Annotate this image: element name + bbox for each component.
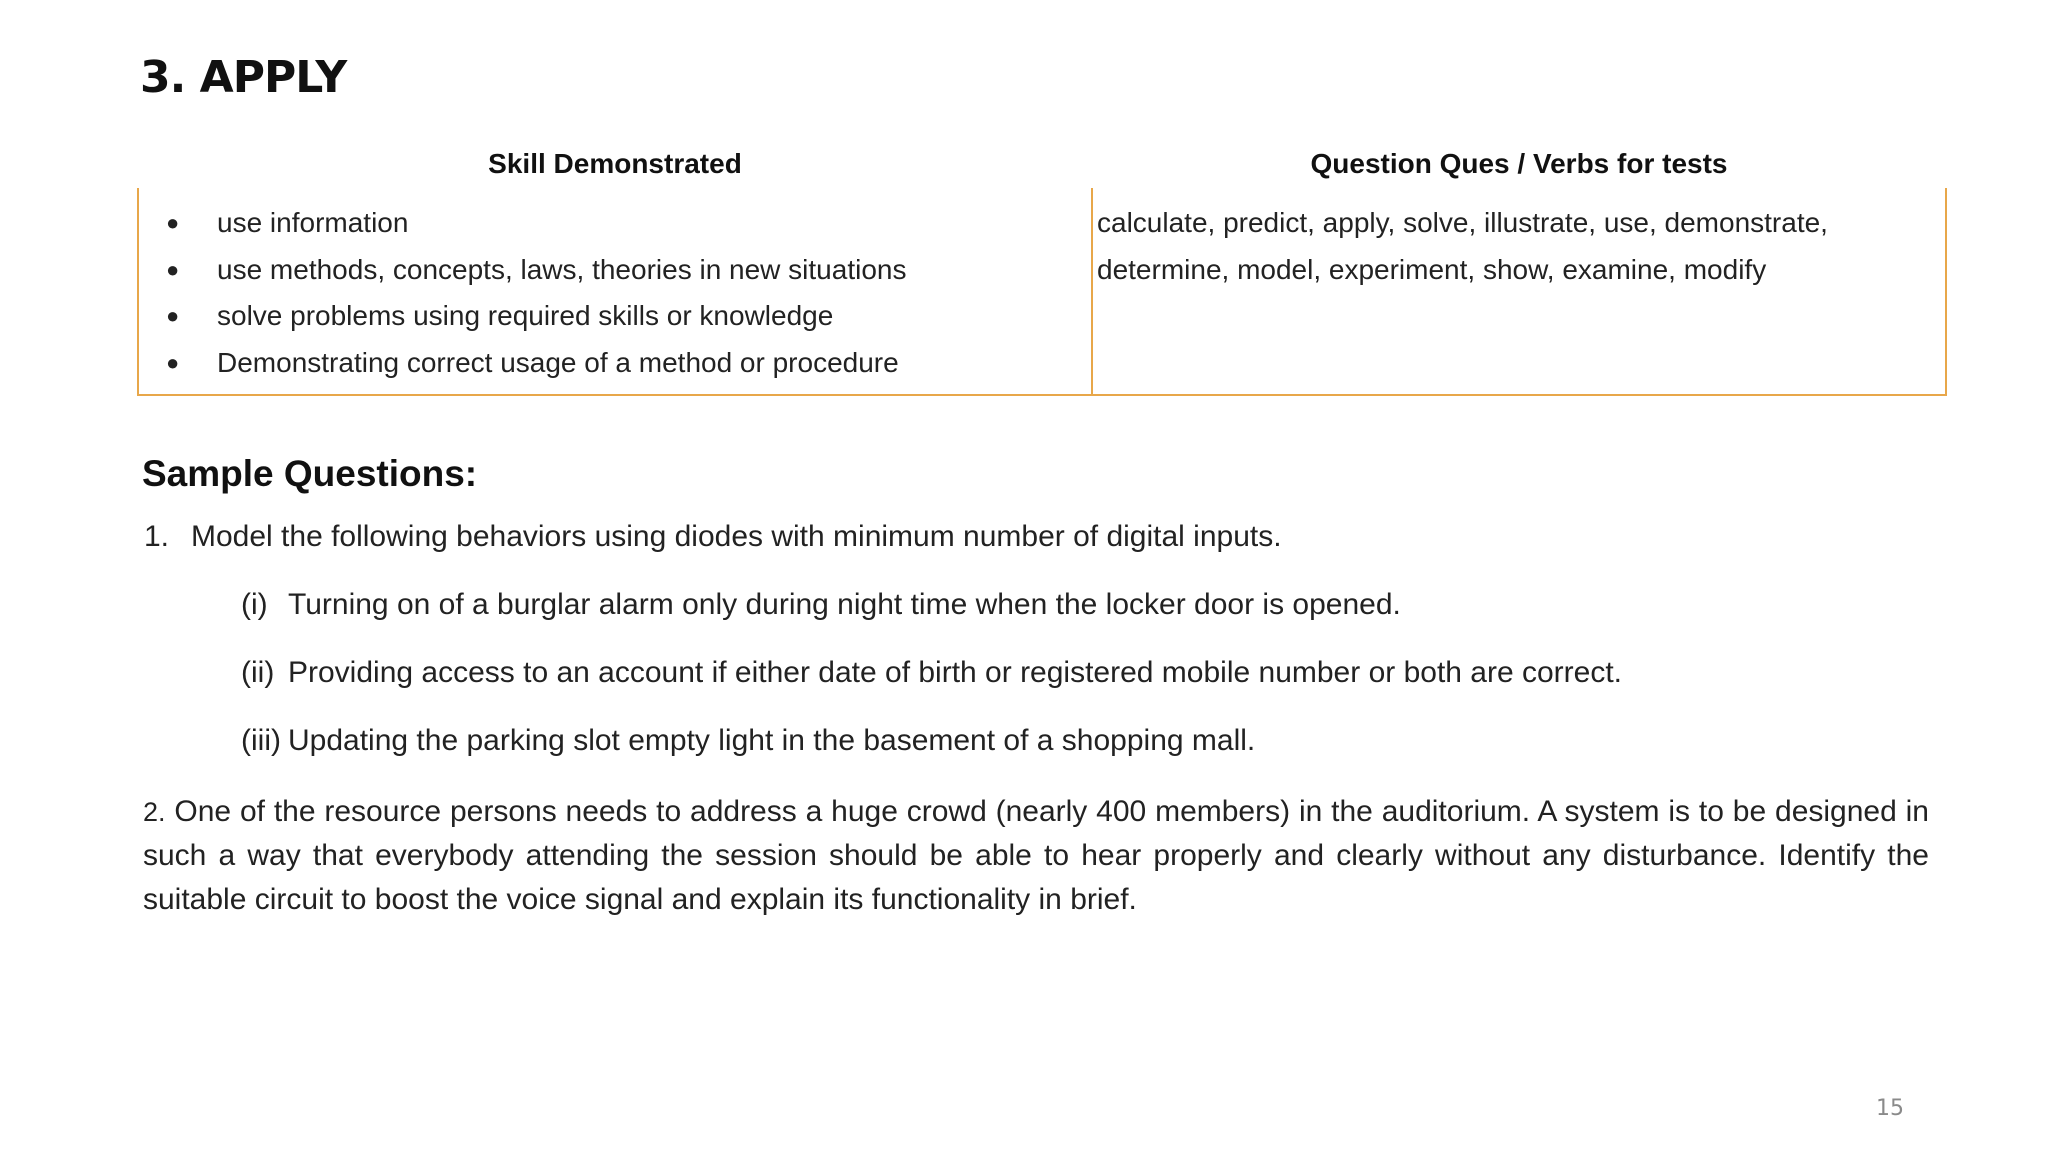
verbs-cell <box>1092 188 1946 395</box>
page-number: 15 <box>1876 1096 1904 1121</box>
sub-question-text: Providing access to an account if either date of birth or registered mobile number or both are correct. <box>288 656 1623 689</box>
list-item <box>139 340 1091 387</box>
bullet-icon: ● <box>166 210 180 235</box>
sub-question-label: (iii) <box>241 724 281 757</box>
question-number: 1. <box>144 520 170 553</box>
list-item <box>139 200 1091 247</box>
skill-text: solve problems using required skills or knowledge <box>217 300 834 331</box>
skill-text: use information <box>217 207 409 238</box>
bullet-icon: ● <box>166 303 180 328</box>
table-header-row <box>138 140 1946 188</box>
question-number: 2. <box>143 797 166 827</box>
sub-question-label: (ii) <box>241 656 275 689</box>
slide-title: 3. APPLY <box>140 52 347 103</box>
verbs-text: calculate, predict, apply, solve, illustrate, use, demonstrate, determine, model, experiment, show, examine, modify <box>1097 207 1828 285</box>
list-item <box>139 247 1091 294</box>
sample-questions-title: Sample Questions: <box>142 453 478 494</box>
sub-question-text: Updating the parking slot empty light in the basement of a shopping mall. <box>288 724 1256 757</box>
question-1 <box>144 520 1282 554</box>
skill-text: use methods, concepts, laws, theories in new situations <box>217 253 907 285</box>
bullet-icon: ● <box>166 349 180 375</box>
bullet-icon: ● <box>166 256 180 282</box>
skills-cell <box>138 188 1092 395</box>
skill-text: Demonstrating correct usage of a method or procedure <box>217 346 899 378</box>
header-question-verbs: Question Ques / Verbs for tests <box>1310 148 1728 179</box>
header-skill-demonstrated: Skill Demonstrated <box>488 148 742 179</box>
sub-question-label: (i) <box>241 588 268 621</box>
sub-question-ii <box>241 656 1622 690</box>
skills-table <box>137 140 1947 396</box>
question-text: Model the following behaviors using diodes with minimum number of digital inputs. <box>191 520 1282 553</box>
sub-question-i <box>241 588 1401 622</box>
sub-question-iii <box>241 724 1255 758</box>
question-text: One of the resource persons needs to address a huge crowd (nearly 400 members) in the auditorium. A system is to be designed in such a way that everybody attending the session should be able to hear properly and clearly without any disturbance. Identify the suitable circuit to boost the voice signal and explain its functionality in brief. <box>143 795 1929 916</box>
skill-list <box>139 188 1091 386</box>
list-item <box>139 293 1091 340</box>
question-2 <box>143 790 1929 922</box>
table-row <box>138 188 1946 395</box>
sub-question-text: Turning on of a burglar alarm only during night time when the locker door is opened. <box>288 588 1401 621</box>
